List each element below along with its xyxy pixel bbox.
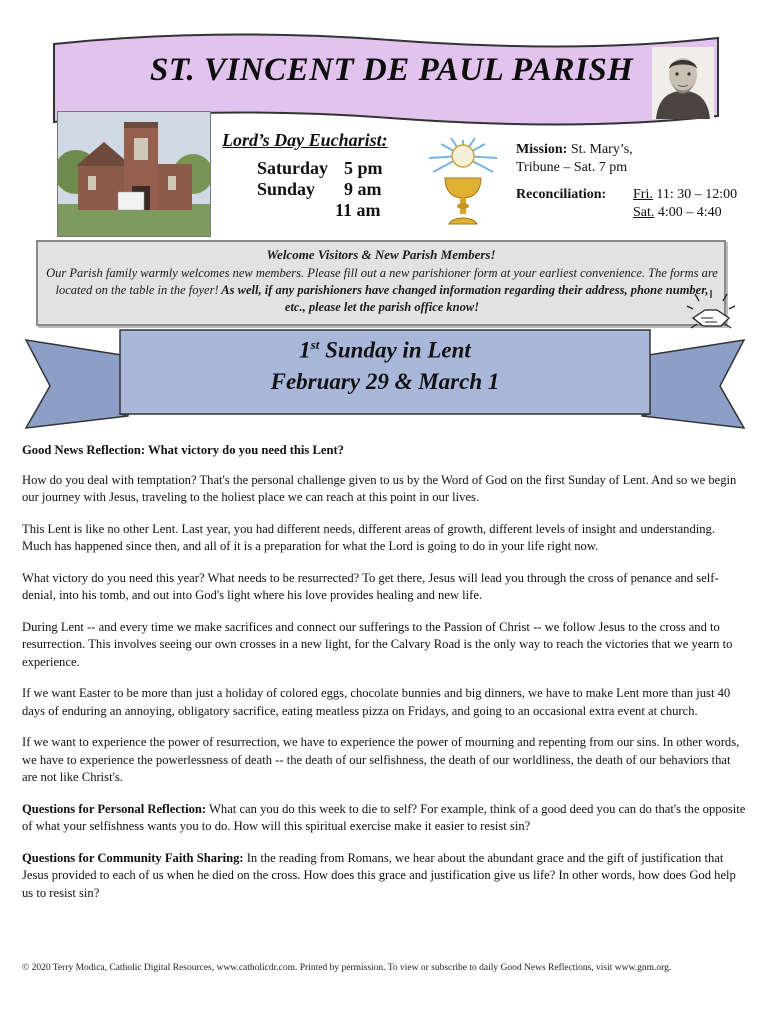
personal-reflection-label: Questions for Personal Reflection:: [22, 801, 207, 816]
saint-portrait-image: [652, 47, 714, 119]
reconciliation-friday-time: 11: 30 – 12:00: [652, 187, 738, 202]
mission-label: Mission:: [516, 142, 568, 157]
ribbon-sunday-title: [120, 337, 650, 364]
mission-line: [516, 142, 633, 158]
mass-saturday-time: 5 pm: [344, 158, 383, 178]
article-paragraph: What victory do you need this year? What needs to be resurrected? To get there, Jesus will lead you through the cross of penance and self-denial, into his tomb, and out into God's light where his love provides healing and new life.: [22, 570, 719, 602]
welcome-text-plain: Our Parish family warmly welcomes new members. Please fill out a new parishioner form at your earliest convenience. The forms are located on the table in the foyer!: [46, 266, 718, 297]
reconciliation-saturday-time: 4:00 – 4:40: [654, 205, 722, 220]
mass-sunday-time: 9 am: [344, 179, 382, 199]
community-sharing-text: In the reading from Romans, we hear about the abundant grace and the gift of justification that Jesus provided to each of us when he died on the cross. How does this grace and justification give us life? In other words, how does God help us to resist sin?: [22, 850, 736, 900]
welcome-title: Welcome Visitors & New Parish Members!: [266, 247, 496, 262]
mass-sunday-time-2: 11 am: [335, 200, 381, 220]
reconciliation-label: Reconciliation:: [516, 187, 607, 202]
chalice-icon: [423, 138, 503, 230]
ribbon-date: February 29 & March 1: [270, 369, 500, 394]
personal-reflection-text: What can you do this week to die to self? For example, think of a good deed you can do that's the opposite of what your selfishness wants you to do. How will this spiritual exercise make it easier to resist sin?: [22, 801, 746, 833]
reflection-article: [22, 442, 746, 916]
article-paragraph: This Lent is like no other Lent. Last year, you had different needs, different areas of growth, different levels of insight and understanding. Much has happened since then, and all of it is a preparation for what the Lord is going to do in your life right now.: [22, 521, 716, 553]
article-paragraph: During Lent -- and every time we make sacrifices and connect our sufferings to the Passion of Christ -- we follow Jesus to the cross and to resurrection. This involves seeing our own crosses in a new light, for the Calvary Road is the only way to reach the victories that we yearn to experience.: [22, 619, 733, 669]
article-paragraph: If we want to experience the power of resurrection, we have to experience the power of mourning and repenting from our sins. In other words, we have to experience the powerlessness of death -- the death of our selfishness, the death of our worldliness, the death of our behaviors that are not like Christ's.: [22, 735, 740, 784]
parish-title: ST. VINCENT DE PAUL PARISH: [150, 52, 634, 88]
personal-reflection-questions: [22, 801, 746, 836]
church-photo: [57, 111, 211, 237]
article-paragraph: How do you deal with temptation? That's the personal challenge given to us by the Word of God on the first Sunday of Lent. And so we begin our journey with Jesus, traveling to the holiest place we can reach at this point in our lives.: [22, 472, 737, 504]
article-paragraph: If we want Easter to be more than just a holiday of colored eggs, chocolate bunnies and big dinners, we have to make Lent more than just 40 days of enduring an annoying, obligatory sacrifice, eating meatless pizza on Fridays, and going to an occasional extra event at church.: [22, 686, 731, 718]
mission-time: Tribune – Sat. 7 pm: [516, 160, 628, 175]
ribbon-ordinal: 1: [299, 337, 311, 363]
community-sharing-questions: [22, 850, 746, 903]
copyright-footnote: © 2020 Terry Modica, Catholic Digital Resources, www.catholicdr.com. Printed by permission. To view or subscribe to daily Good News Reflections, visit www.gnm.org.: [22, 963, 672, 973]
reconciliation-friday-day: Fri.: [633, 187, 653, 202]
reconciliation-friday: [633, 187, 737, 203]
ribbon-sunday-text: Sunday in Lent: [319, 337, 471, 363]
mission-location: St. Mary’s,: [567, 142, 633, 157]
community-sharing-label: Questions for Community Faith Sharing:: [22, 850, 244, 865]
welcome-text: [44, 265, 720, 316]
ribbon-ordinal-suffix: st: [310, 337, 320, 352]
mass-sunday-day: Sunday: [257, 179, 316, 199]
reconciliation-saturday-day: Sat.: [633, 205, 655, 220]
eucharist-heading: Lord’s Day Eucharist:: [222, 130, 388, 150]
mass-saturday-day: Saturday: [257, 158, 329, 178]
reconciliation-saturday: [633, 205, 722, 221]
welcome-text-bold: As well, if any parishioners have changed information regarding their address, phone number, etc., please let the parish office know!: [218, 283, 709, 314]
article-heading: Good News Reflection: What victory do you need this Lent?: [22, 443, 344, 457]
